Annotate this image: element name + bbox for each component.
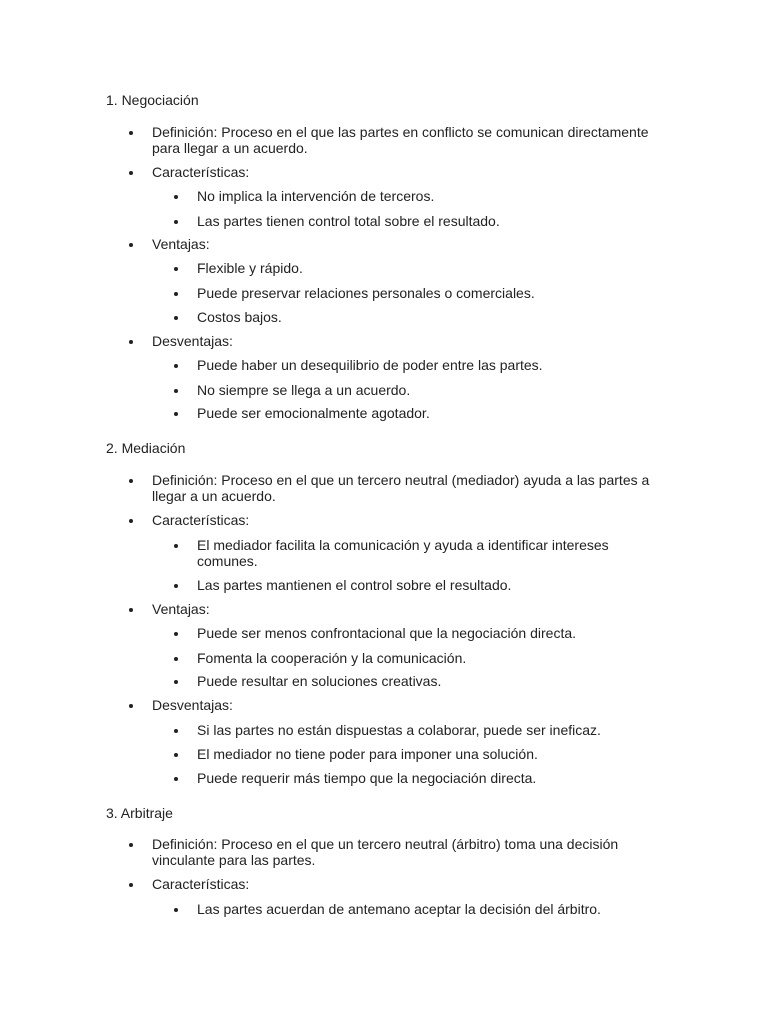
bullet-icon xyxy=(129,243,133,247)
list-item: Desventajas: xyxy=(152,333,652,349)
bullet-icon xyxy=(129,843,133,847)
bullet-icon xyxy=(174,364,178,368)
bullet-icon xyxy=(129,608,133,612)
bullet-icon xyxy=(174,632,178,636)
bullet-icon xyxy=(174,412,178,416)
bullet-icon xyxy=(174,267,178,271)
list-item: Flexible y rápido. xyxy=(197,260,627,276)
bullet-icon xyxy=(174,220,178,224)
bullet-icon xyxy=(174,544,178,548)
bullet-icon xyxy=(174,389,178,393)
list-item: Ventajas: xyxy=(152,236,652,252)
bullet-icon xyxy=(174,292,178,296)
list-item: El mediador facilita la comunicación y ayuda a identificar intereses comunes. xyxy=(197,537,627,569)
bullet-icon xyxy=(129,704,133,708)
list-item: Puede requerir más tiempo que la negociación directa. xyxy=(197,770,627,786)
list-item: No implica la intervención de terceros. xyxy=(197,188,627,204)
list-item: Las partes mantienen el control sobre el resultado. xyxy=(197,577,627,593)
list-item: Puede ser emocionalmente agotador. xyxy=(197,405,627,421)
bullet-icon xyxy=(129,340,133,344)
list-item: Ventajas: xyxy=(152,601,652,617)
list-item: El mediador no tiene poder para imponer una solución. xyxy=(197,746,627,762)
list-item: Las partes tienen control total sobre el resultado. xyxy=(197,213,627,229)
list-item: No siempre se llega a un acuerdo. xyxy=(197,382,627,398)
list-item: Las partes acuerdan de antemano aceptar la decisión del árbitro. xyxy=(197,901,627,917)
bullet-icon xyxy=(129,171,133,175)
bullet-icon xyxy=(174,777,178,781)
list-item: Puede resultar en soluciones creativas. xyxy=(197,673,627,689)
list-item: Características: xyxy=(152,876,652,892)
list-item: Puede haber un desequilibrio de poder entre las partes. xyxy=(197,357,627,373)
list-item: Costos bajos. xyxy=(197,309,627,325)
bullet-icon xyxy=(174,195,178,199)
bullet-icon xyxy=(174,753,178,757)
bullet-icon xyxy=(174,657,178,661)
list-item: Fomenta la cooperación y la comunicación. xyxy=(197,650,627,666)
section-heading-arbitraje: 3. Arbitraje xyxy=(106,805,173,821)
list-item: Si las partes no están dispuestas a colaborar, puede ser ineficaz. xyxy=(197,722,627,738)
list-item: Características: xyxy=(152,512,652,528)
bullet-icon xyxy=(174,584,178,588)
list-item: Desventajas: xyxy=(152,697,652,713)
list-item: Definición: Proceso en el que un tercero neutral (mediador) ayuda a las partes a llegar a un acuerdo. xyxy=(152,472,652,504)
list-item: Definición: Proceso en el que las partes en conflicto se comunican directamente para llegar a un acuerdo. xyxy=(152,124,652,156)
bullet-icon xyxy=(129,479,133,483)
bullet-icon xyxy=(174,316,178,320)
bullet-icon xyxy=(129,131,133,135)
bullet-icon xyxy=(174,908,178,912)
section-heading-negociacion: 1. Negociación xyxy=(106,92,199,108)
list-item: Definición: Proceso en el que un tercero neutral (árbitro) toma una decisión vinculante para las partes. xyxy=(152,836,652,868)
bullet-icon xyxy=(174,680,178,684)
section-heading-mediacion: 2. Mediación xyxy=(106,440,186,456)
list-item: Características: xyxy=(152,164,652,180)
bullet-icon xyxy=(129,883,133,887)
list-item: Puede preservar relaciones personales o comerciales. xyxy=(197,285,627,301)
list-item: Puede ser menos confrontacional que la negociación directa. xyxy=(197,625,627,641)
bullet-icon xyxy=(129,519,133,523)
bullet-icon xyxy=(174,729,178,733)
